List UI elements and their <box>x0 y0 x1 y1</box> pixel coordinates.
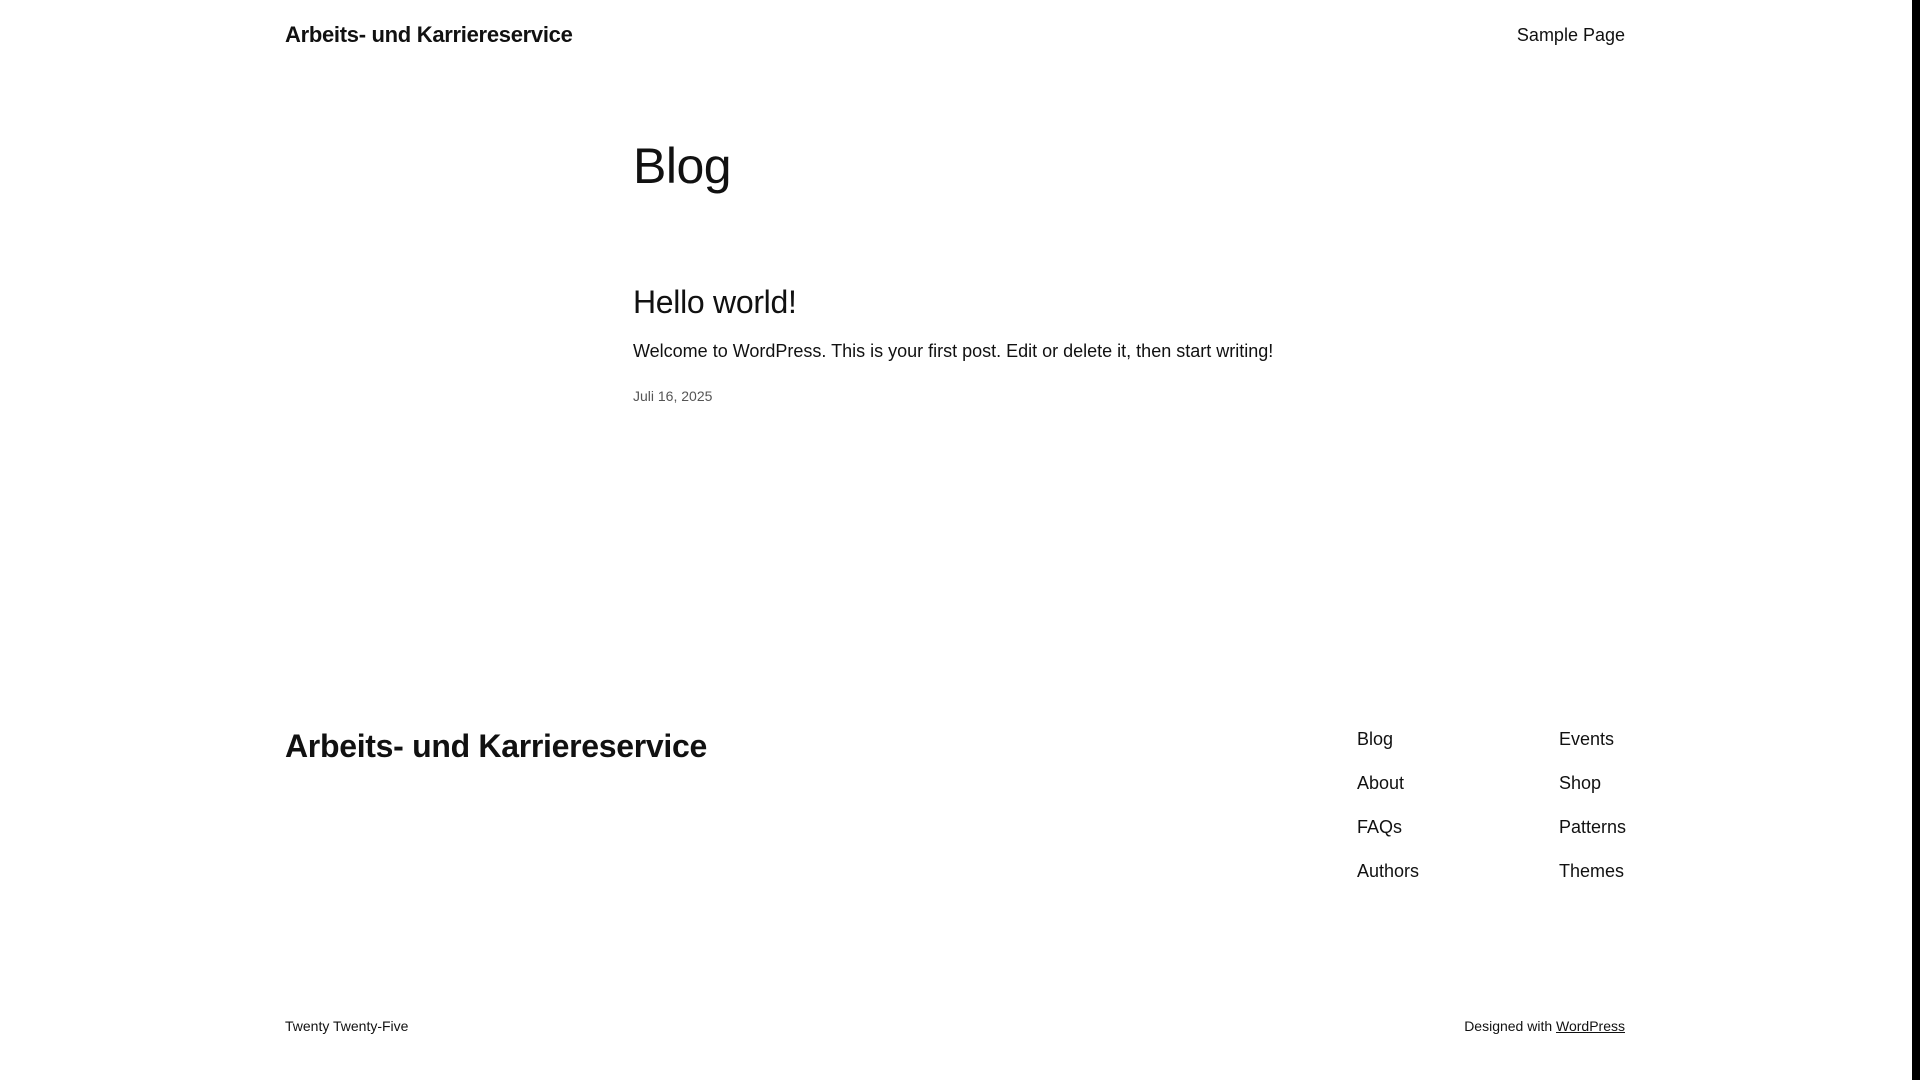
footer-nav-shop[interactable]: Shop <box>1559 773 1602 793</box>
footer-credit <box>1464 1018 1625 1034</box>
main-content <box>633 136 1333 404</box>
footer-nav-authors[interactable]: Authors <box>1357 861 1420 881</box>
footer-nav-events[interactable]: Events <box>1559 729 1615 749</box>
footer-nav-faqs[interactable]: FAQs <box>1357 817 1403 837</box>
wordpress-link[interactable]: WordPress <box>1556 1018 1625 1034</box>
site-footer <box>285 728 1625 908</box>
footer-site-title-link[interactable]: Arbeits- und Karriereservice <box>285 728 708 764</box>
footer-nav-themes[interactable]: Themes <box>1559 861 1625 881</box>
footer-bottom-bar <box>285 1018 1625 1034</box>
page-scrollbar[interactable] <box>1912 0 1920 1080</box>
site-title-link[interactable]: Arbeits- und Karriereservice <box>285 22 573 47</box>
post-title-link[interactable]: Hello world! <box>633 284 797 320</box>
footer-nav-about[interactable]: About <box>1357 773 1405 793</box>
footer-nav-column-1 <box>1357 728 1419 904</box>
post-excerpt: Welcome to WordPress. This is your first post. Edit or delete it, then start writing! <box>633 341 1274 361</box>
post-item <box>633 284 1333 404</box>
nav-item-sample-page[interactable]: Sample Page <box>1516 24 1625 45</box>
page-title: Blog <box>633 138 732 194</box>
post-date: Juli 16, 2025 <box>633 388 713 404</box>
site-header <box>285 20 1625 50</box>
footer-nav-column-2 <box>1559 728 1626 904</box>
footer-nav-patterns[interactable]: Patterns <box>1559 817 1627 837</box>
theme-name: Twenty Twenty-Five <box>285 1018 409 1034</box>
footer-nav-blog[interactable]: Blog <box>1357 729 1394 749</box>
credit-prefix: Designed with <box>1464 1018 1553 1034</box>
header-nav <box>1517 25 1625 46</box>
